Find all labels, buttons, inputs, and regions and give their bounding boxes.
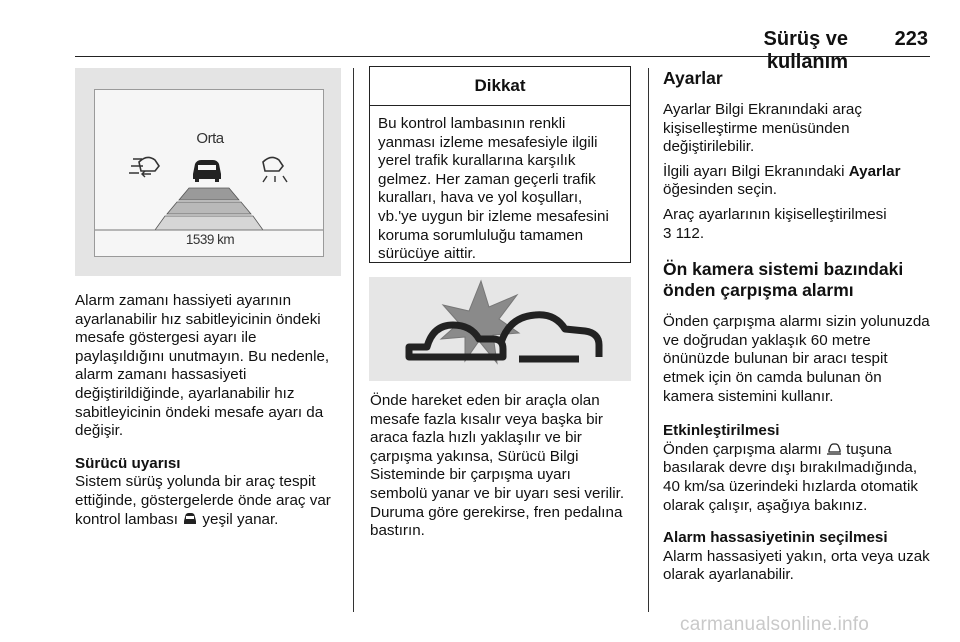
vehicle-ahead-icon xyxy=(182,512,198,526)
gap-increase-icon xyxy=(263,157,287,182)
chapter-title: Sürüş ve kullanım xyxy=(763,28,848,73)
paragraph xyxy=(663,206,931,243)
display-mode-label: Orta xyxy=(196,130,224,147)
middle-column xyxy=(370,392,632,555)
paragraph: Önden çarpışma alarmı sizin yolunuzda ve doğrudan yaklaşık 60 metre önünüzde bulunan bir aracı tespit etmek için ön camda bulunan ön kamera sistemini kullanır. xyxy=(663,313,930,405)
menu-term: Ayarlar xyxy=(848,162,901,180)
paragraph-text: yeşil yanar. xyxy=(198,510,279,528)
paragraph: Önde hareket eden bir araçla olan mesafe fazla kısalır veya başka bir araca fazla hızlı yaklaşılır ve bir çarpışma yakınsa, Sürücü Bilgi Sisteminde bir çarpışma uyarı sembolü yanar ve bir uyarı sesi verilir. Duruma göre gerekirse, fren pedalına bastırın. xyxy=(370,392,625,540)
distance-bars xyxy=(155,188,263,230)
gap-decrease-icon xyxy=(129,157,159,177)
sensitivity-section xyxy=(663,529,931,585)
section-title-front-collision: Ön kamera sistemi bazındaki önden çarpışma alarmı xyxy=(663,259,904,301)
display-screen xyxy=(94,89,324,257)
paragraph-text: Önden çarpışma alarmı xyxy=(663,440,826,458)
paragraph-text: tuşuna basılarak devre dışı bırakılmadığında, 40 km/sa üzerindeki hızlarda otomatik olarak çalışır, aşağıya bakınız. xyxy=(663,440,918,514)
subheading: Sürücü uyarısı xyxy=(75,454,181,472)
subheading: Alarm hassasiyetinin seçilmesi xyxy=(663,529,888,547)
paragraph: Alarm zamanı hassiyeti ayarının ayarlanabilir hız sabitleyicinin öndeki mesafe göstergesi ayarı ile paylaşıldığını unutmayın. Bu nedenle, alarm zamanı hassasiyeti değiştirildiğinde, ayarlanabilir hız sabitleyicinin öndeki mesafe ayarı da değişir. xyxy=(75,292,330,440)
caution-body: Bu kontrol lambasının renkli yanması izleme mesafesiyle ilgili yerel trafik kurallarına karşılık gelmez. Her zaman geçerli trafik kuralları, hava ve yol koşulları, vb.'ye uygun bir izleme mesafesini koruma sorumluluğu tamamen sürücüye aittir. xyxy=(378,115,609,263)
paragraph-text: öğesinden seçin. xyxy=(663,181,777,199)
section-title-settings: Ayarlar xyxy=(663,68,723,88)
paragraph-text: Araç ayarlarının kişiselleştirilmesi xyxy=(663,205,887,223)
header-divider xyxy=(75,56,930,57)
caution-title: Dikkat xyxy=(370,67,630,106)
driver-warning-section xyxy=(75,455,343,529)
page-number: 223 xyxy=(894,28,928,50)
watermark: carmanualsonline.info xyxy=(680,614,870,635)
figure-collision-symbol xyxy=(369,277,631,381)
column-divider-1 xyxy=(353,68,354,612)
paragraph-text: İlgili ayarı Bilgi Ekranındaki xyxy=(663,162,849,180)
caution-box xyxy=(369,66,631,263)
activation-section xyxy=(663,422,931,515)
collision-warning-icon xyxy=(369,277,631,381)
subheading: Etkinleştirilmesi xyxy=(663,422,780,440)
left-column xyxy=(75,292,343,543)
figure-gap-setting-display xyxy=(75,68,341,276)
paragraph-text: Sistem sürüş yolunda bir araç tespit ettiğinde, göstergelerde önde araç var kontrol lambası xyxy=(75,473,331,528)
paragraph xyxy=(663,163,931,200)
column-divider-2 xyxy=(648,68,649,612)
odometer-value: 1539 km xyxy=(185,232,235,247)
paragraph: Ayarlar Bilgi Ekranındaki araç kişiselleştirme menüsünden değiştirilebilir. xyxy=(663,101,862,156)
car-front-icon xyxy=(193,160,221,182)
page-reference: 3 112. xyxy=(663,224,705,242)
paragraph-text: Alarm hassasiyeti yakın, orta veya uzak olarak ayarlanabilir. xyxy=(663,547,930,584)
right-column xyxy=(663,68,931,599)
collision-alert-button-icon xyxy=(826,442,842,456)
